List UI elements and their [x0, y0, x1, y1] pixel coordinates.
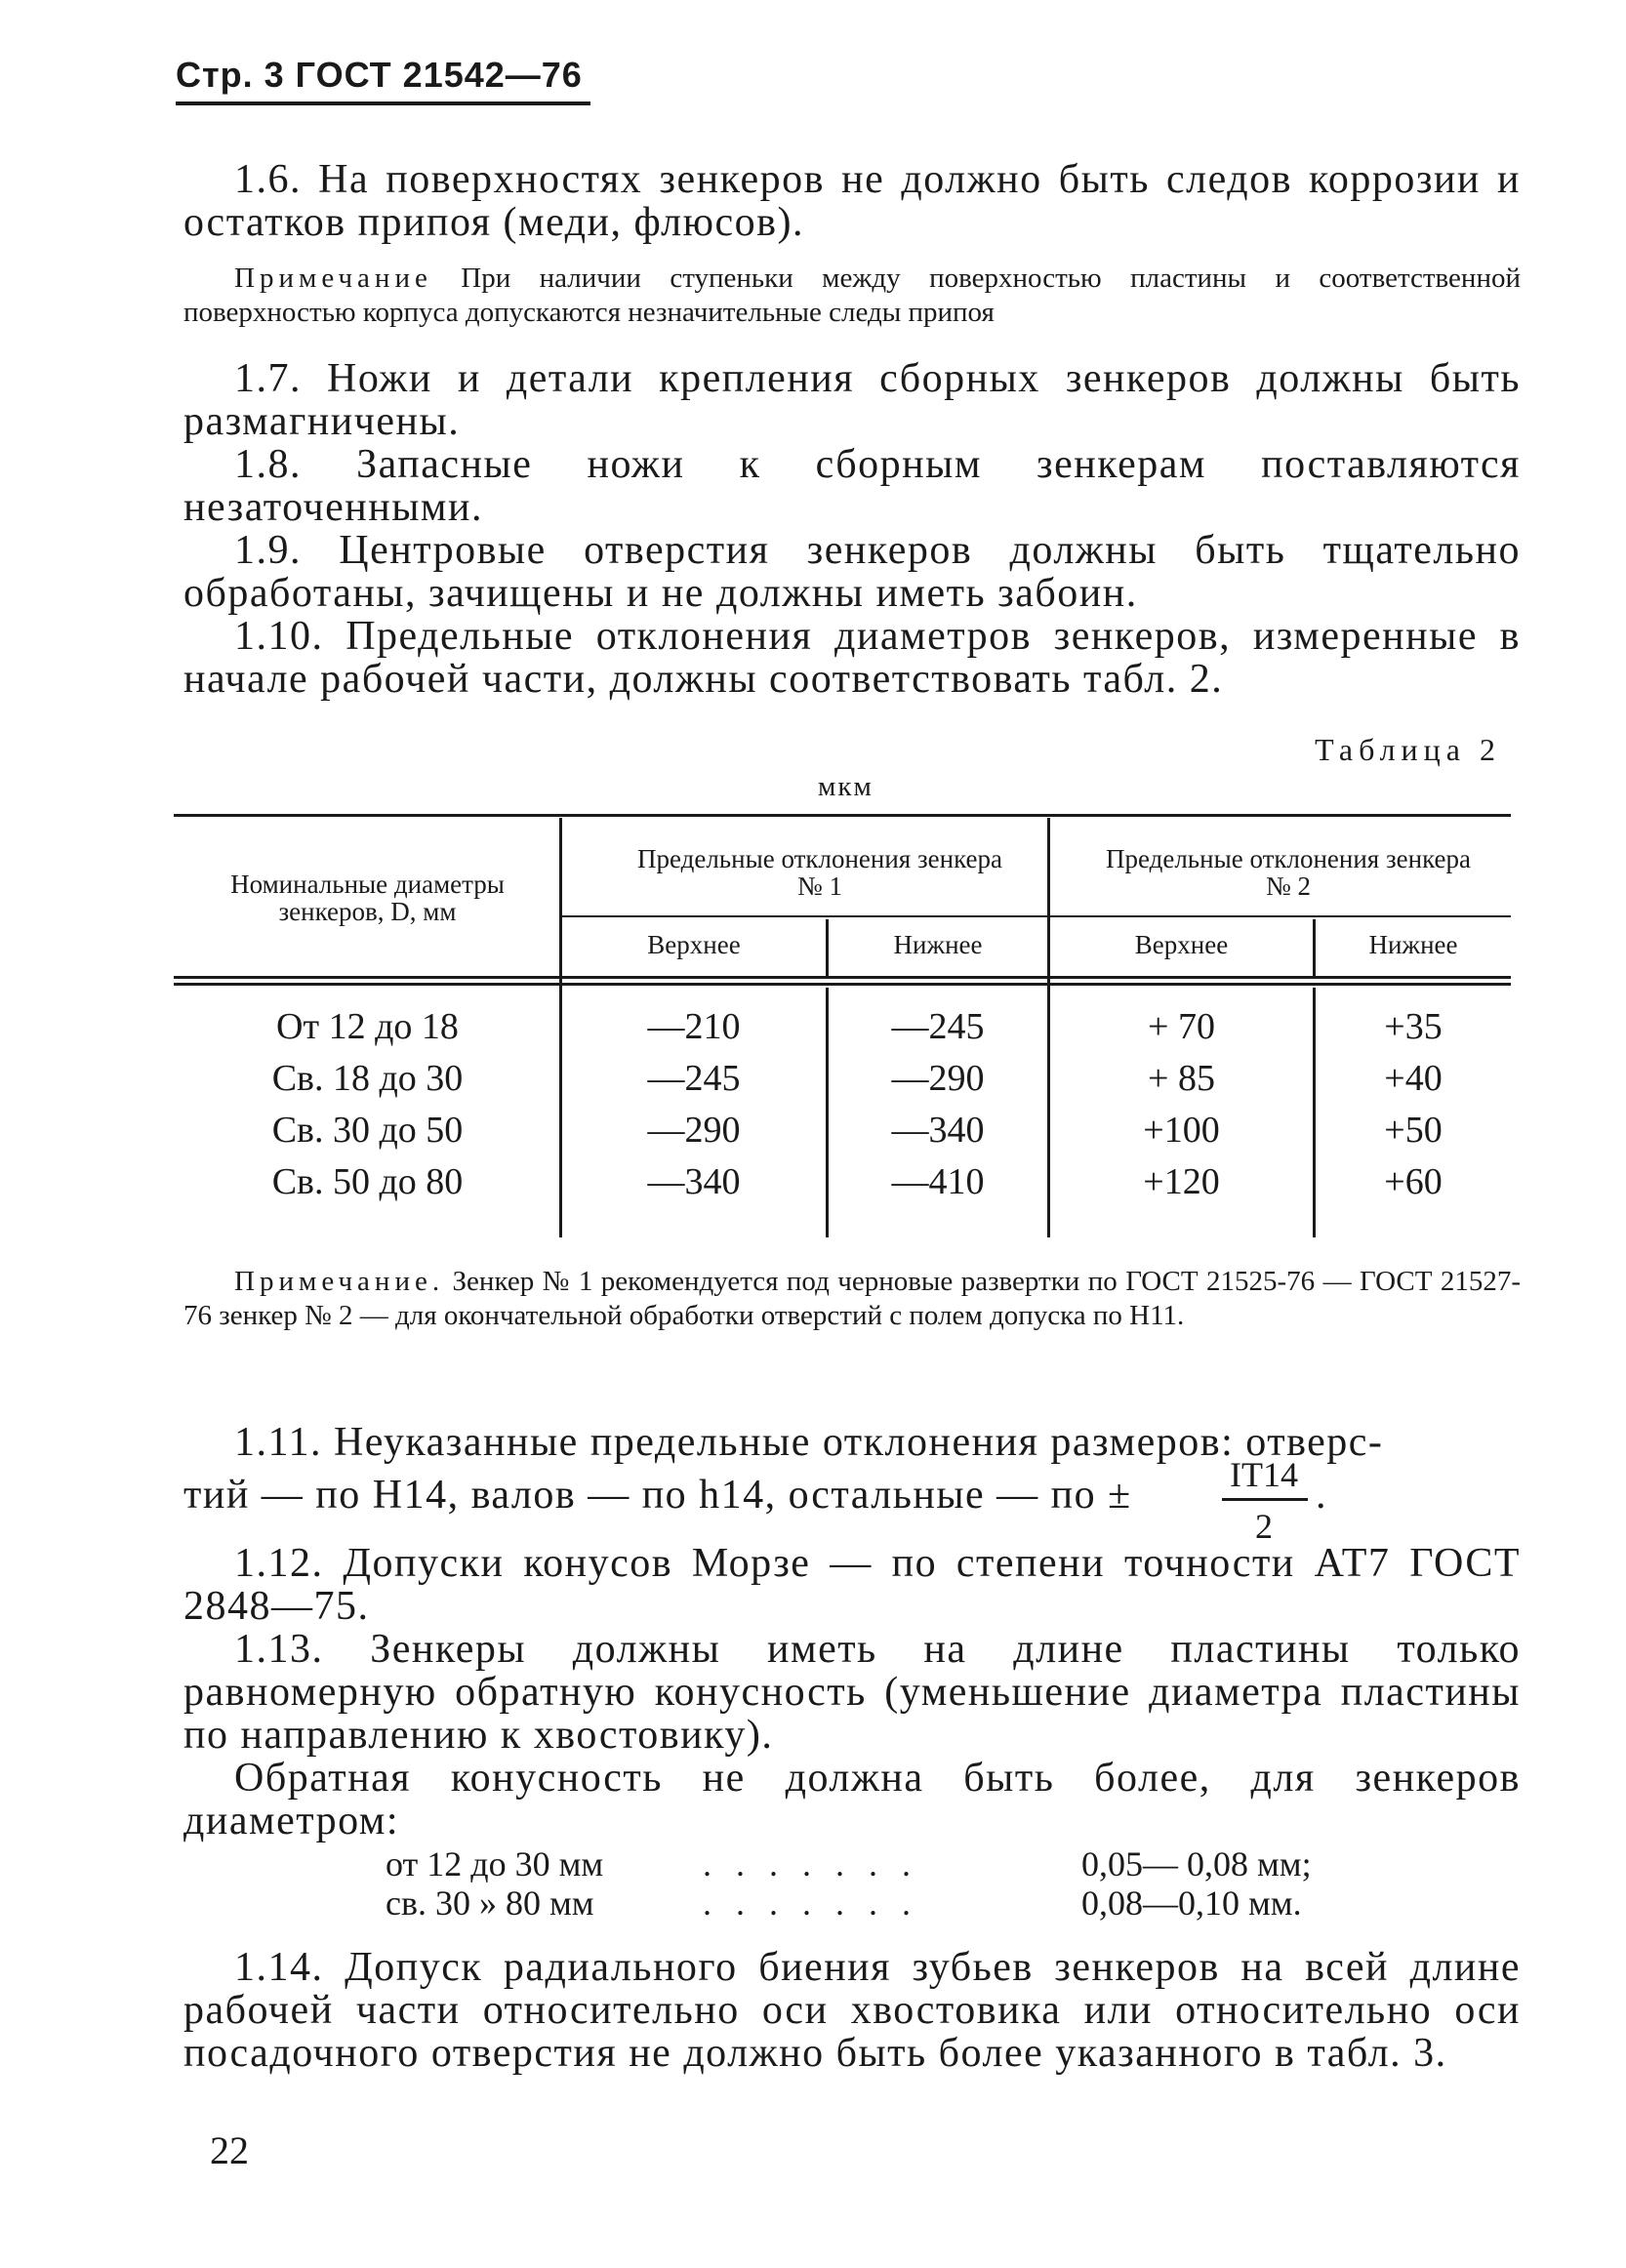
table-row-1-lower2: +35: [1384, 1006, 1443, 1047]
spec-2-dots: . . . . . . .: [703, 1883, 918, 1923]
paragraph-1-11-line-1: 1.11. Неуказанные предельные отклонения размеров: отверс-: [234, 1420, 1384, 1465]
note-2-text: Зенкер № 1 рекомендуется под черновые развертки по ГОСТ 21525-76 — ГОСТ 21527-76 зенкер № 2 — для окончательной обработки отверстий с полем допуска по Н11.: [183, 1266, 1522, 1331]
table-row-4-lower1: —410: [891, 1161, 985, 1202]
table-row-4-upper2: +120: [1143, 1161, 1220, 1202]
table-row-4-diameter: Св. 50 до 80: [271, 1161, 464, 1202]
table-row-1-upper1: —210: [647, 1006, 741, 1047]
page-number: 22: [210, 2128, 249, 2172]
col-header-lower-2: Нижнее: [1368, 930, 1458, 959]
paragraph-1-13: 1.13. Зенкеры должны иметь на длине пластины только равномерную обратную конусность (уменьшение диаметра пластины по направлению к хвостовику).: [183, 1627, 1521, 1758]
spec-1-dots: . . . . . . .: [703, 1844, 918, 1883]
col-header-upper-2: Верхнее: [1134, 930, 1229, 959]
paragraph-1-8: 1.8. Запасные ножи к сборным зенкерам поставляются незаточенными.: [183, 442, 1521, 530]
col-header-diameter: Номинальные диаметры зенкеров, D, мм: [230, 870, 505, 926]
table-row-3-lower2: +50: [1384, 1110, 1443, 1151]
paragraph-1-10: 1.10. Предельные отклонения диаметров зенкеров, измеренные в начале рабочей части, должны соответствовать табл. 2.: [183, 614, 1521, 702]
paragraph-1-11-line-2: тий — по Н14, валов — по h14, остальные — по ±: [183, 1473, 1132, 1518]
paragraph-1-6: 1.6. На поверхностях зенкеров не должно быть следов коррозии и остатков припоя (меди, флюсов).: [183, 157, 1521, 245]
header-rule: [176, 101, 590, 105]
table-row-3-upper1: —290: [647, 1110, 741, 1151]
table-header-rule-1: [174, 976, 1511, 979]
fraction-period: .: [1316, 1473, 1327, 1518]
table-top-rule: [174, 814, 1511, 817]
col-header-lower-1: Нижнее: [893, 930, 983, 959]
col-header-group2: Предельные отклонения зенкера № 2: [1105, 844, 1471, 901]
table-caption: Таблица 2: [1315, 732, 1501, 767]
table-row-2-lower1: —290: [891, 1058, 985, 1099]
table-row-3-upper2: +100: [1143, 1110, 1220, 1151]
note-2-label: Примечание.: [234, 1266, 445, 1297]
note-2: [183, 1265, 1521, 1333]
table-units: мкм: [818, 771, 874, 802]
table-row-1-lower1: —245: [891, 1006, 985, 1047]
paragraph-1-9: 1.9. Центровые отверстия зенкеров должны быть тщательно обработаны, зачищены и не должны иметь забоин.: [183, 528, 1521, 616]
note-1-text: При наличии ступеньки между поверхностью пластины и соответственной поверхностью корпуса допускаются незначительные следы припоя: [183, 263, 1521, 328]
table-row-2-upper2: + 85: [1148, 1058, 1215, 1099]
paragraph-1-14: 1.14. Допуск радиального биения зубьев зенкеров на всей длине рабочей части относительно оси хвостовика или относительно оси посадочного отверстия не должно быть более указанного в табл. 3.: [183, 1945, 1521, 2076]
spec-1-value: 0,05— 0,08 мм;: [1081, 1844, 1312, 1883]
spec-1-range: от 12 до 30 мм: [386, 1844, 604, 1883]
table-row-4-lower2: +60: [1384, 1161, 1443, 1202]
table-row-1-diameter: От 12 до 18: [276, 1006, 459, 1047]
table-group1-rule: [562, 915, 1047, 917]
note-1: [183, 262, 1521, 330]
table-row-2-upper1: —245: [647, 1058, 741, 1099]
fraction-numerator: IT14: [1230, 1455, 1298, 1494]
table-group2-rule: [1050, 915, 1511, 917]
fraction-bar: [1222, 1498, 1308, 1501]
fraction-denominator: 2: [1255, 1507, 1273, 1546]
table-row-2-diameter: Св. 18 до 30: [271, 1058, 464, 1099]
table-row-1-upper2: + 70: [1148, 1006, 1215, 1047]
spec-2-value: 0,08—0,10 мм.: [1081, 1883, 1302, 1923]
table-header-rule-2: [174, 983, 1511, 986]
note-1-label: Примечание: [234, 263, 432, 294]
paragraph-1-7: 1.7. Ножи и детали крепления сборных зенкеров должны быть размагничены.: [183, 356, 1521, 444]
col-header-upper-1: Верхнее: [647, 930, 741, 959]
table-row-3-lower1: —340: [891, 1110, 985, 1151]
table-row-2-lower2: +40: [1384, 1058, 1443, 1099]
table-row-3-diameter: Св. 30 до 50: [271, 1110, 464, 1151]
paragraph-1-12: 1.12. Допуски конусов Морзе — по степени точности АТ7 ГОСТ 2848—75.: [183, 1541, 1521, 1629]
col-header-group1: Предельные отклонения зенкера № 1: [636, 844, 1002, 901]
page-header: Стр. 3 ГОСТ 21542—76: [176, 55, 583, 95]
paragraph-reverse-taper: Обратная конусность не должна быть более, для зенкеров диаметром:: [183, 1756, 1521, 1843]
spec-2-range: св. 30 » 80 мм: [386, 1883, 594, 1923]
table-row-4-upper1: —340: [647, 1161, 741, 1202]
